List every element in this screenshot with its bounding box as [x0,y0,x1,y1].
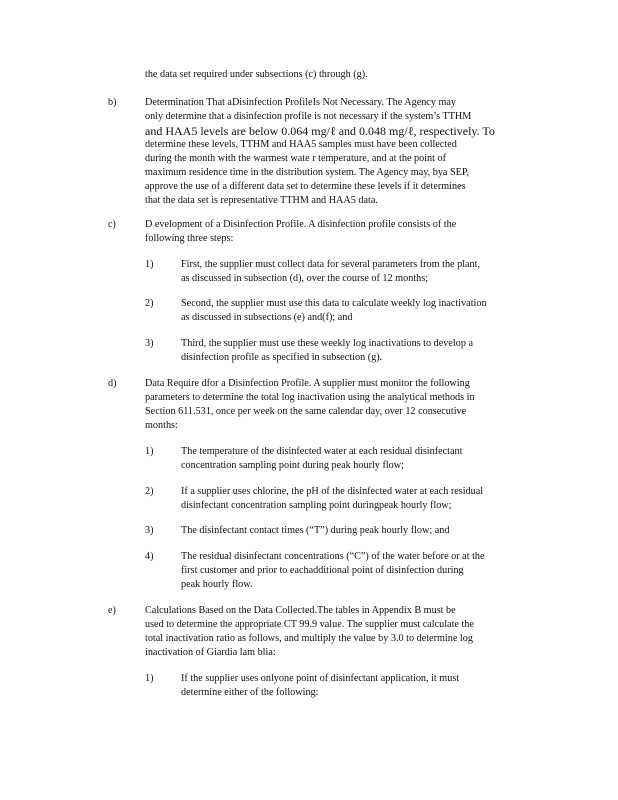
item-line: If a supplier uses chlorine, the pH of the disinfected water at each residual [181,486,484,497]
item-line: The disinfectant contact times (“T”) during peak hourly flow; and [181,525,450,536]
section-b-line: determine these levels, TTHM and HAA5 samples must have been collected [145,139,457,150]
section-b-line: during the month with the warmest wate r temperature, and at the point of [145,153,447,164]
item-line: peak hourly flow. [181,579,253,590]
section-b-line: that the data set is representative TTHM and HAA5 data. [145,195,378,206]
section-e-line: Calculations Based on the Data Collected.The tables in Appendix B must be [145,605,456,616]
item-line: Second, the supplier must use this data to calculate weekly log inactivation [181,298,487,309]
section-b-line: and HAA5 levels are below 0.064 mg/ℓ and 0.048 mg/ℓ, respectively. To [145,124,495,138]
item-line: disinfection profile as specified in subsection (g). [181,352,383,363]
item-line: first customer and prior to eachadditional point of disinfection during [181,565,464,576]
section-b-line: approve the use of a different data set to determine these levels if it determines [145,181,466,192]
item-line: The temperature of the disinfected water at each residual disinfectant [181,446,463,457]
section-d-line: parameters to determine the total log inactivation using the analytical methods in [145,392,475,403]
section-e-line: inactivation of Giardia lam blia: [145,647,276,658]
section-d-line: Data Require dfor a Disinfection Profile. A supplier must monitor the following [145,378,470,389]
section-e-line: total inactivation ratio as follows, and multiply the value by 3.0 to determine log [145,633,473,644]
item-d4-text [181,550,541,592]
item-c2-label: 2) [145,298,154,309]
item-d3-text [181,524,541,538]
section-b-line: Determination That aDisinfection ProfileIs Not Necessary. The Agency may [145,97,457,108]
section-e-text [145,604,540,660]
item-line: as discussed in subsections (e) and(f); and [181,312,353,323]
section-e-label: e) [108,605,116,616]
item-c2-text [181,297,541,325]
section-d-line: Section 611.531, once per week on the same calendar day, over 12 consecutive [145,406,467,417]
section-d-text [145,377,540,433]
item-c1-label: 1) [145,259,154,270]
section-e-line: used to determine the appropriate CT 99.9 value. The supplier must calculate the [145,619,474,630]
item-e1-label: 1) [145,673,154,684]
item-d2-label: 2) [145,486,154,497]
item-d3-label: 3) [145,525,154,536]
item-line: Third, the supplier must use these weekly log inactivations to develop a [181,338,473,349]
item-d4-label: 4) [145,551,154,562]
item-line: determine either of the following: [181,687,319,698]
item-line: First, the supplier must collect data for several parameters from the plant, [181,259,481,270]
section-c-line: following three steps: [145,233,234,244]
item-line: The residual disinfectant concentrations (“C”) of the water before or at the [181,551,485,562]
section-d-line: months: [145,420,178,431]
item-d2-text [181,485,541,513]
section-d-label: d) [108,378,117,389]
continuation-line: the data set required under subsections (c) through (g). [145,69,368,80]
section-b-line: maximum residence time in the distribution system. The Agency may, bya SEP, [145,167,469,178]
item-c1-text [181,258,541,286]
section-b-text [145,96,540,208]
section-b-label: b) [108,97,117,108]
section-b-line: only determine that a disinfection profile is not necessary if the system’s TTHM [145,111,472,122]
section-c-label: c) [108,219,116,230]
item-line: disinfectant concentration sampling point duringpeak hourly flow; [181,500,452,511]
item-d1-label: 1) [145,446,154,457]
item-line: as discussed in subsection (d), over the course of 12 months; [181,273,429,284]
item-e1-text [181,672,541,700]
item-line: concentration sampling point during peak hourly flow; [181,460,404,471]
item-line: If the supplier uses onlyone point of disinfectant application, it must [181,673,460,684]
section-c-line: D evelopment of a Disinfection Profile. A disinfection profile consists of the [145,219,457,230]
item-c3-text [181,337,541,365]
item-c3-label: 3) [145,338,154,349]
section-c-text [145,218,540,246]
item-d1-text [181,445,541,473]
